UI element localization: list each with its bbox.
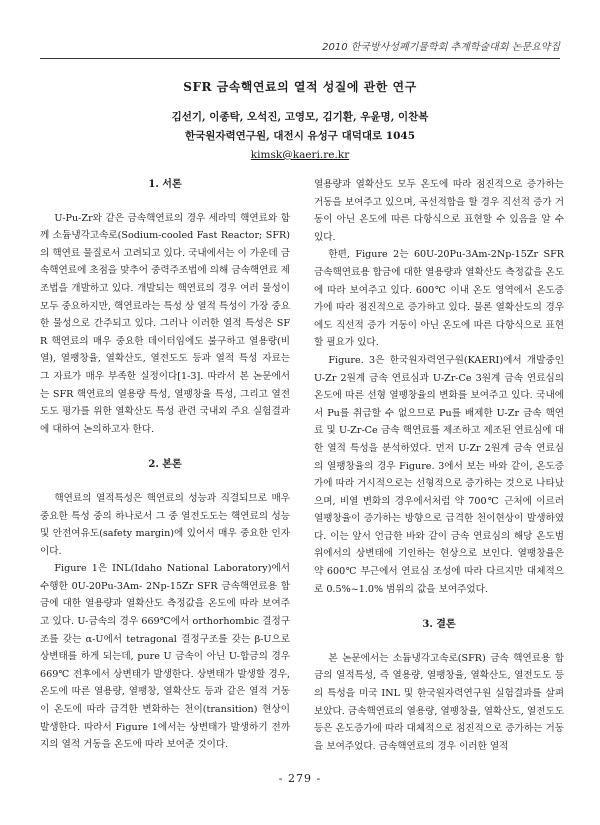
intro-paragraph: U-Pu-Zr와 같은 금속핵연료의 경우 세라믹 핵연료와 함께 소듐냉각고속로(Sodium-cooled Fast Reactor; SFR)의 핵연료 물질로서 고려되고 있다. 국내에서는 이 가운데 금속핵연료에 초점을 맞추어 중력주조법에 의해 금속핵연료 제조법을 개발하고 있다. 개발되는 핵연료의 경우 여러 물성이 모두 중요하지만, 핵연료라는 특성 상 열적 특성이 가장 중요한 물성으로 간주되고 있다. 그러나 이러한 열적 특성은 SFR 핵연료의 매우 중요한 데이터임에도 불구하고 열용량(비열), 열팽창율, 열확산도, 열전도도 등과 열적 특성 자료는 그 자료가 매우 부족한 실정이다[1-3]. 따라서 본 논문에서는 SFR 핵연료의 열용량 특성, 열팽창율 특성, 그리고 열전도도 평가를 위한 열확산도 특성 관련 국내외 주요 실험결과에 대하여 논의하고자 한다. (40, 212, 290, 435)
body-paragraph-3: 한편, Figure 2는 60U-20Pu-3Am-2Np-15Zr SFR 금속핵연료용 합금에 대한 열용량과 열확산도 측정값을 온도에 따라 보여주고 있다. 600℃ 이내 온도 영역에서 온도증가에 따라 점진적으로 증가하고 있다. 물론 열확산도의 경우에도 직선적 증가 거동이 아닌 온도에 따른 다항식으로 표현할 필요가 있다. (314, 249, 564, 349)
section-heading-intro: 1. 서론 (148, 179, 182, 190)
running-header: 2010 한국방사성폐기물학회 추계학술대회 논문요약집 (322, 42, 560, 53)
conclusion-paragraph: 본 논문에서는 소듐냉각고속로(SFR) 금속 핵연료용 합금의 열적특성, 즉 열용량, 열팽창율, 열확산도, 열전도도 등의 특성을 미국 INL 및 한국원자력연구원 실험결과를 살펴보았다. 금속핵연료의 열용량, 열팽창율, 열확산도, 열전도도 등은 온도증가에 따라 대체적으로 점진적으로 증가하는 거동을 보여주었다. 금속핵연료의 경우 이러한 열적 (314, 652, 564, 752)
body-paragraph-2: Figure 1은 INL(Idaho National Laboratory)에서 수행한 0U-20Pu-3Am- 2Np-15Zr SFR 금속핵연료용 합금에 대한 열용량과 열확산도 측정값을 온도에 따라 보여주고 있다. U-금속의 경우 669℃에서 orthorhombic 결정구조를 갖는 α-U에서 tetragonal 결정구조를 갖는 β-U으로 상변태를 하게 되는데, pure U 금속이 아닌 U-합금의 경우 669℃ 전후에서 상변태가 발생한다. 상변태가 발생할 경우, 온도에 따른 열용량, 열팽창, 열확산도 등과 같은 열적 거동이 온도에 따라 급격한 변화하는 천이(transition) 현상이 발생한다. 따라서 Figure 1에서는 상변태가 발생하기 전까지의 열적 거동을 온도에 따라 보여준 것이다. (40, 563, 290, 751)
paper-title: SFR 금속핵연료의 열적 성질에 관한 연구 (183, 80, 417, 94)
section-heading-conclusion: 3. 결론 (422, 619, 456, 631)
right-column (314, 176, 564, 755)
author-email[interactable]: kimsk@kaeri.re.kr (250, 149, 350, 161)
body-paragraph-2-continued: 열용량과 열확산도 모두 온도에 따라 점진적으로 증가하는 거동을 보여주고 있으며, 곡선적합을 할 경우 직선적 증가 거동이 아닌 온도에 따른 다항식으로 표현할 수 있음을 알 수 있다. (314, 179, 564, 243)
body-paragraph-4: Figure. 3은 한국원자력연구원(KAERI)에서 개발중인 U-Zr 2원계 금속 연료심과 U-Zr-Ce 3원계 금속 연료심의 온도에 따른 선형 열팽창율의 변화를 보여주고 있다. 국내에서 Pu를 취급할 수 없으므로 Pu를 배제한 U-Zr 금속 핵연료 및 U-Zr-Ce 금속 핵연료를 제조하고 제조된 연료심에 대한 열적 특성을 분석하였다. 먼저 U-Zr 2원계 금속 연료심의 열팽창율의 경우 Figure. 3에서 보는 바와 같이, 온도증가에 따라 거시적으로는 선형적으로 증가하는 것으로 나타났으며, 비열 변화의 경우에서처럼 약 700℃ 근처에 이르러 열팽창율이 증가하는 방향으로 급격한 천이현상이 발생하였다. 이는 앞서 언급한 바와 같이 금속 연료심의 해당 온도범위에서의 상변태에 기인하는 현상으로 보인다. 열팽창율은 약 600℃ 부근에서 연료심 조성에 따라 다르지만 대체적으로 0.5%~1.0% 범위의 값을 보여주었다. (314, 354, 564, 595)
header-divider (40, 58, 560, 59)
page-number: - 279 - (278, 772, 322, 785)
author-list: 김선기, 이종탁, 오석진, 고영모, 김기환, 우윤명, 이찬복 (171, 111, 429, 123)
left-column (40, 176, 290, 754)
author-block (0, 108, 600, 165)
section-heading-body: 2. 본론 (148, 459, 182, 471)
body-paragraph-1: 핵연료의 열적특성은 핵연료의 성능과 직결되므로 매우 중요한 특성 중의 하나로서 그 중 열전도도는 핵연료의 성능 및 안전여유도(safety margin)에 있어서 매우 중요한 인자이다. (40, 492, 290, 557)
affiliation: 한국원자력연구원, 대전시 유성구 대덕대로 1045 (184, 130, 416, 142)
